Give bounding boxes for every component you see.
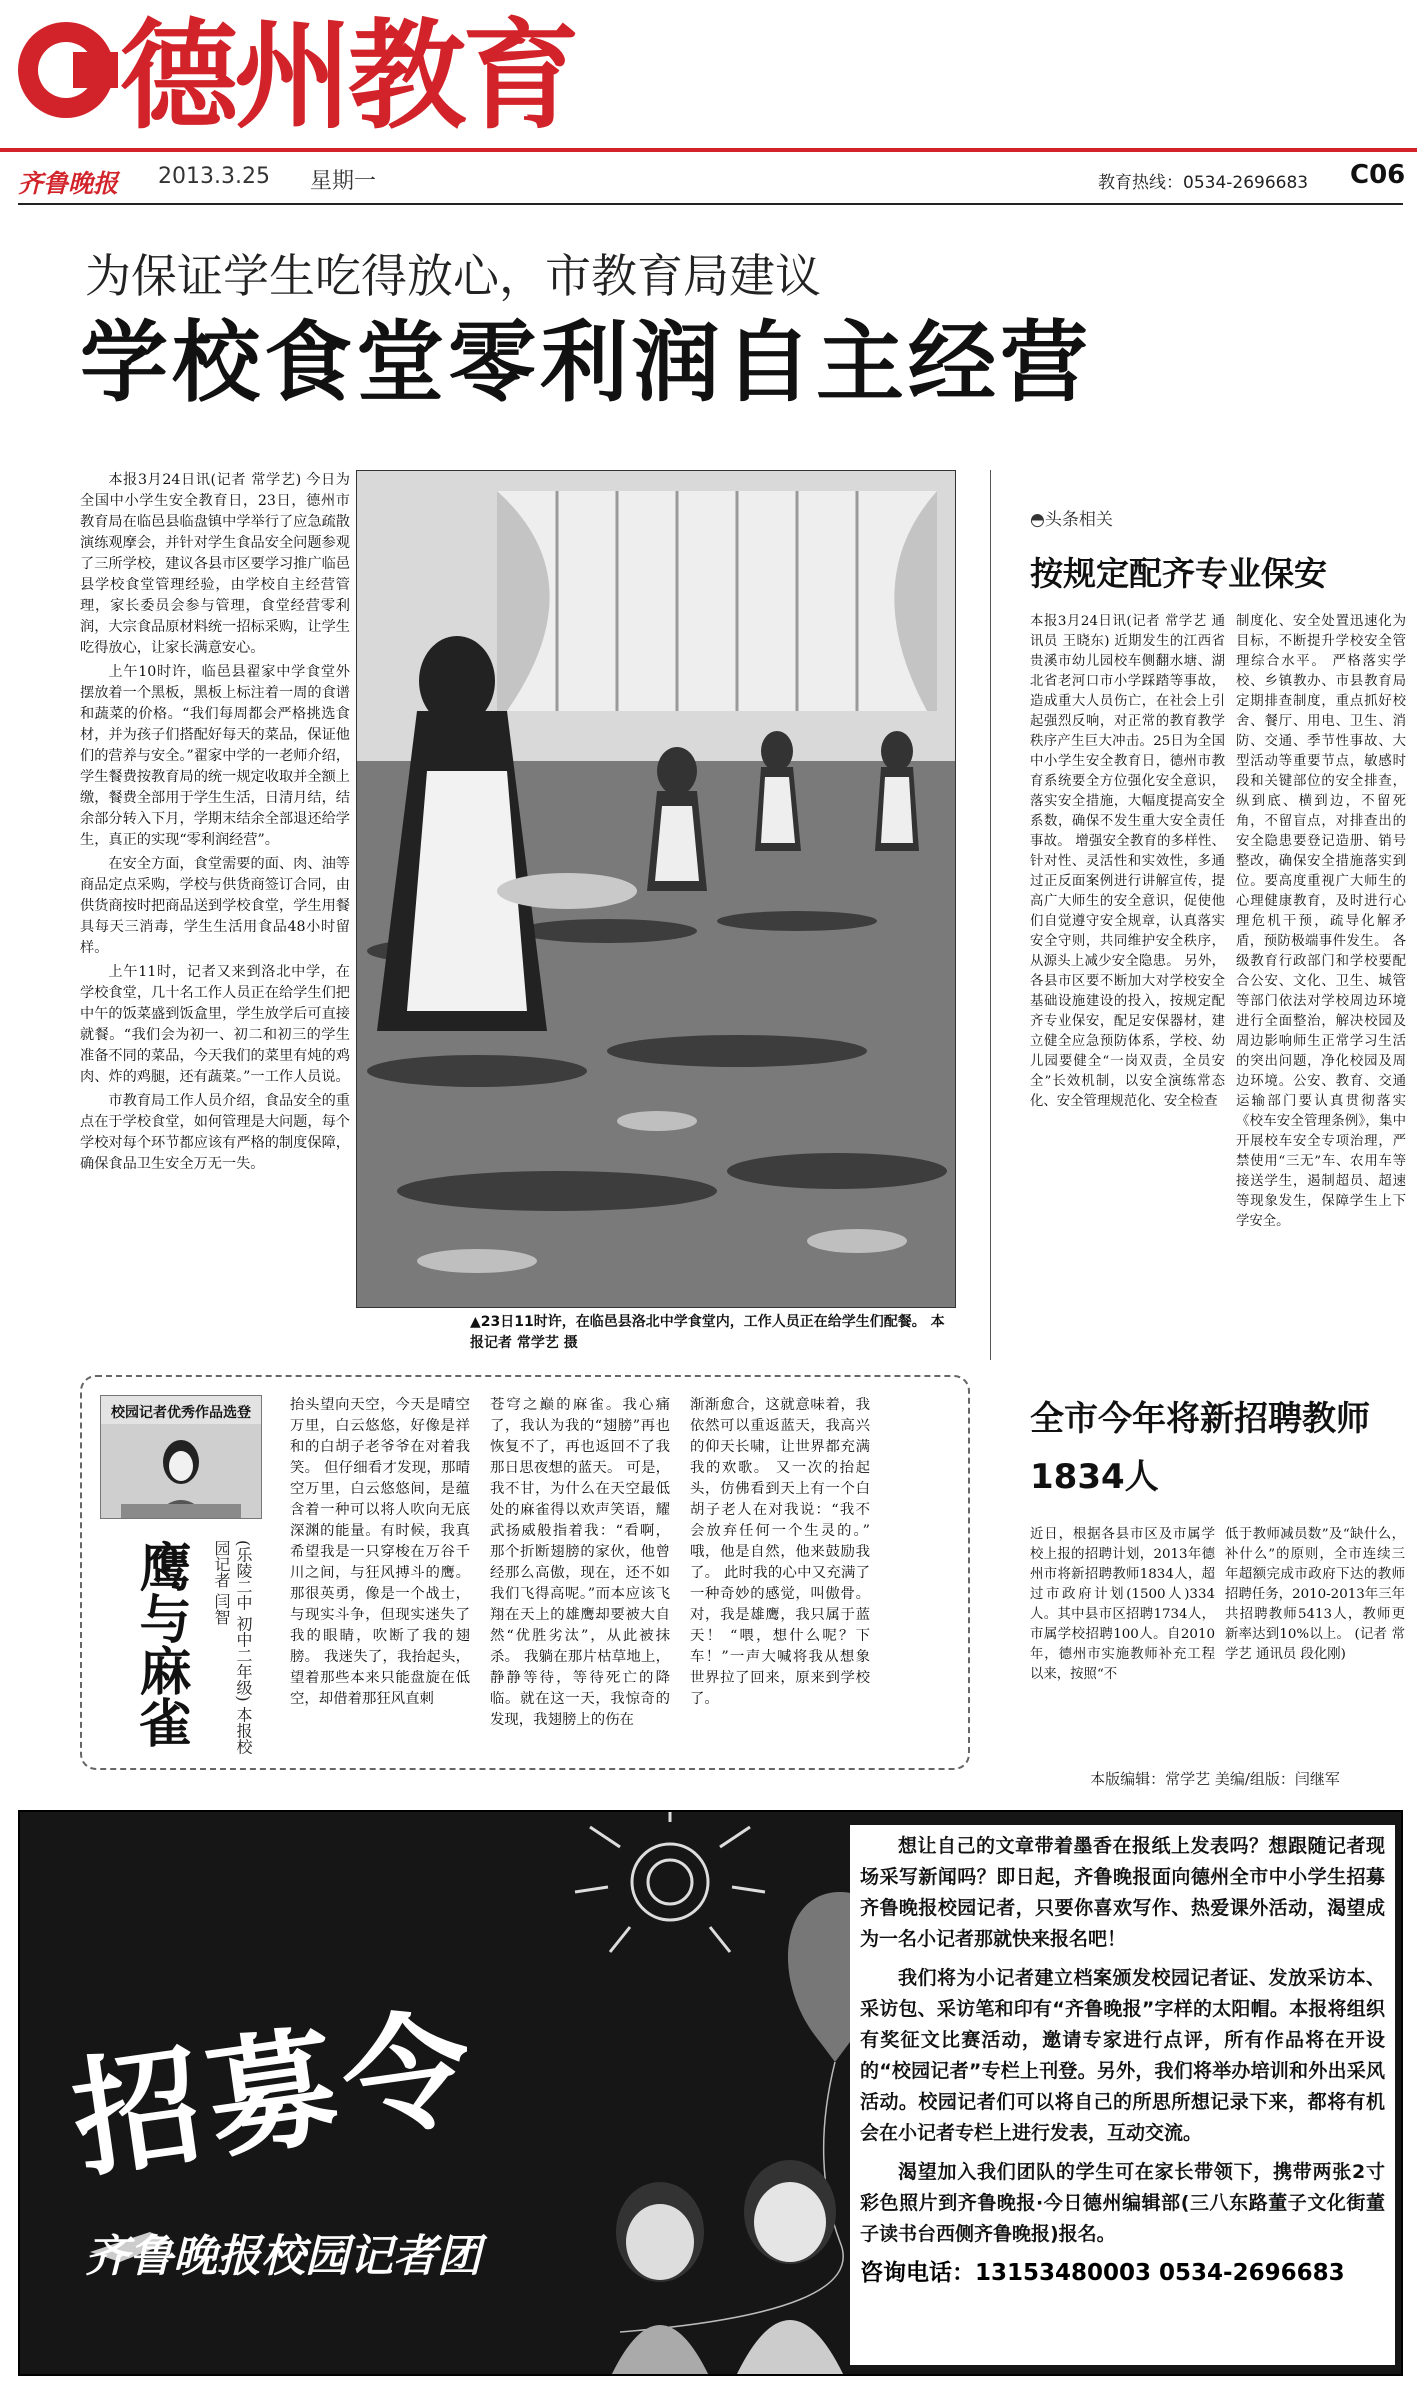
publication-date: 2013.3.25 — [158, 164, 270, 189]
page-number: C06 — [1350, 160, 1406, 190]
related-tag-icon: ◓ — [1030, 510, 1045, 530]
ad-text — [850, 1825, 1395, 2365]
lead-paragraph: 上午11时，记者又来到洛北中学，在学校食堂，几十名工作人员正在给学生们把中午的饭菜盛到饭盒里，学生放学后可直接就餐。“我们会为初一、初二和初三的学生准备不同的菜品，今天我们的菜里有炖的鸡肉、炸的鸡腿，还有蔬菜。”一工作人员说。 — [80, 964, 350, 1085]
column-divider — [990, 470, 991, 1360]
essay-byline: (乐陵二中 初中二年级) 本报校园记者 闫智 — [212, 1540, 253, 1755]
header-rule — [0, 148, 1417, 152]
section-title: 德州教育 — [120, 7, 577, 145]
essay-column: 苍穹之巅的麻雀。我心痛了，我认为我的“翅膀”再也恢复不了，再也返回不了我那日思夜想的蓝天。 可是，我不甘，为什么在天空最低处的麻雀得以欢声笑语，耀武扬威般指着我：“看啊，那个折断翅膀的家伙，他曾经那么高傲，现在，还不如我们飞得高呢。”而本应该飞翔在天上的雄鹰却要被大自然“优胜劣汰”，从此被抹杀。 我躺在那片枯草地上，静静等待，等待死亡的降临。就在这一天，我惊奇的发现，我翅膀上的伤在 — [490, 1397, 670, 1728]
lead-paragraph: 在安全方面，食堂需要的面、肉、油等商品定点采购，学校与供货商签订合同，由供货商按时把商品送到学校食堂，学生用餐具每天三消毒，学生生活用食品48小时留样。 — [80, 856, 350, 956]
ad-paragraph: 渴望加入我们团队的学生可在家长带领下，携带两张2寸彩色照片到齐鲁晚报·今日德州编辑部(三八东路董子文化街董子读书台西侧齐鲁晚报)报名。 — [860, 2161, 1385, 2245]
related-title: 按规定配齐专业保安 — [1030, 554, 1327, 593]
canteen-photo-image — [357, 471, 956, 1308]
headline-kicker: 为保证学生吃得放心，市教育局建议 — [85, 249, 821, 303]
essay-column: 抬头望向天空，今天是晴空万里，白云悠悠，好像是祥和的白胡子老爷爷在对着我笑。 但仔细看才发现，那晴空万里，白云悠悠间，是蕴含着一种可以将人吹向无底深渊的能量。有时候，我真希望我是一只穿梭在万谷千川之间，与狂风搏斗的鹰。那很英勇，像是一个战士，与现实斗争，但现实迷失了我的眼睛，吹断了我的翅膀。 我迷失了，我抬起头，望着那些本来只能盘旋在低空，却借着那狂风直刺 — [290, 1397, 470, 1707]
photo-caption: ▲23日11时许，在临邑县洛北中学食堂内，工作人员正在给学生们配餐。 本报记者 常学艺 摄 — [470, 1314, 945, 1351]
lead-paragraph: 本报3月24日讯(记者 常学艺) 今日为全国中小学生安全教育日，23日，德州市教育局在临邑县临盘镇中学举行了应急疏散演练观摩会，并针对学生食品安全问题参观了三所学校，建议各县市区要学习推广临邑县学校食堂管理经验，由学校自主经营管理，家长委员会参与管理，食堂经营零利润，大宗食品原材料统一招标采购，让学生吃得放心，让家长满意安心。 — [80, 472, 350, 656]
related-tag-label: 头条相关 — [1044, 510, 1113, 530]
ad-paragraph: 我们将为小记者建立档案颁发校园记者证、发放采访本、采访包、采访笔和印有“齐鲁晚报”字样的太阳帽。本报将组织有奖征文比赛活动，邀请专家进行点评，所有作品将在开设的“校园记者”专栏上刊登。另外，我们将举办培训和外出采风活动。校园记者们可以将自己的所思所想记录下来，都将有机会在小记者专栏上进行发表，互动交流。 — [860, 1967, 1385, 2144]
related-tag — [1030, 505, 1113, 530]
dateline — [18, 160, 1406, 200]
lead-paragraph: 上午10时许，临邑县翟家中学食堂外摆放着一个黑板，黑板上标注着一周的食谱和蔬菜的价格。“我们每周都会严格挑选食材，并为孩子们搭配好每天的菜品，保证他们的营养与安全。”翟家中学的一老师介绍，学生餐费按教育局的统一规定收取并全额上缴，餐费全部用于学生生活，日清月结，结余部分转入下月，学期末结余全部退还给学生，真正的实现“零利润经营”。 — [80, 664, 350, 848]
author-photo — [101, 1424, 261, 1519]
editor-credits: 本版编辑：常学艺 美编/组版：闫继军 — [1090, 1770, 1340, 1788]
dateline-rule — [18, 203, 1403, 205]
teacher-story-left: 近日，根据各县市区及市属学校上报的招聘计划，2013年德州市将新招聘教师1834人，超过市政府计划(1500人)334人。其中县市区招聘1734人，市属学校招聘100人。自2010年，德州市实施教师补充工程以来，按照“不 — [1030, 1527, 1215, 1682]
teacher-story-right: 低于教师减员数”及“缺什么，补什么”的原则，全市连续三年超额完成市政府下达的教师招聘任务，2010-2013年三年共招聘教师5413人，教师更新率达到10%以上。 (记者 常学艺 通讯员 段化刚) — [1225, 1527, 1405, 1662]
lead-paragraph: 市教育局工作人员介绍，食品安全的重点在于学校食堂，如何管理是大问题，每个学校对每个环节都应该有严格的制度保障，确保食品卫生安全万无一失。 — [80, 1093, 350, 1172]
ad-paragraph: 想让自己的文章带着墨香在报纸上发表吗？想跟随记者现场采写新闻吗？即日起，齐鲁晚报面向德州全市中小学生招募齐鲁晚报校园记者，只要你喜欢写作、热爱课外活动，渴望成为一名小记者那就快来报名吧！ — [860, 1835, 1385, 1950]
weekday: 星期一 — [310, 169, 377, 194]
lead-story — [80, 470, 350, 1360]
essay-badge-label: 校园记者优秀作品选登 — [111, 1405, 251, 1421]
essay-column: 渐渐愈合，这就意味着，我依然可以重返蓝天，我高兴的仰天长啸，让世界都充满我的欢歌。 又一次的抬起头，仿佛看到天上有一个白胡子老人在对我说：“我不会放弃任何一个生灵的。” 哦，他是自然，他来鼓励我了。 此时我的心中又充满了一种奇妙的感觉，叫傲骨。对，我是雄鹰，我只属于蓝天！ “喂，想什么呢？下车！”一声大喊将我从想象世界拉了回来，原来到学校了。 — [690, 1397, 870, 1707]
ad-title: 招募令 — [63, 1990, 489, 2197]
ad-phone: 咨询电话：13153480003 0534-2696683 — [860, 2260, 1345, 2286]
paper-name: 齐鲁晚报 — [18, 169, 119, 198]
ad-subtitle: 齐鲁晚报校园记者团 — [85, 2231, 481, 2282]
hotline: 教育热线：0534-2696683 — [1098, 173, 1309, 193]
related-body-right: 制度化、安全处置迅速化为目标，不断提升学校安全管理综合水平。 严格落实学校、乡镇教办、市县教育局定期排查制度，重点抓好校舍、餐厅、用电、卫生、消防、交通、季节性事故、大型活动等重要节点，敏感时段和关键部位的安全排查，纵到底、横到边，不留死角，不留盲点，对排查出的安全隐患要登记造册、销号整改，确保安全措施落实到位。要高度重视广大师生的心理健康教育，及时进行心理危机干预，疏导化解矛盾，预防极端事件发生。 各级教育行政部门和学校要配合公安、文化、卫生、城管等部门依法对学校周边环境进行全面整治，解决校园及周边影响师生正常学习生活的突出问题，净化校园及周边环境。公安、教育、交通运输部门要认真贯彻落实《校车安全管理条例》，集中开展校车安全专项治理，严禁使用“三无”车、农用车等接送学生，遏制超员、超速等现象发生，保障学生上下学安全。 — [1236, 614, 1406, 1229]
essay-title: 鹰与麻雀 — [130, 1540, 190, 1748]
headline: 学校食堂零利润自主经营 — [80, 311, 1093, 414]
teacher-recruitment-title: 全市今年将新招聘教师1834人 — [1030, 1399, 1370, 1497]
related-body-left: 本报3月24日讯(记者 常学艺 通讯员 王晓东) 近期发生的江西省贵溪市幼儿园校车侧翻水塘、湖北省老河口市小学踩踏等事故，造成重大人员伤亡，在社会上引起强烈反响，对正常的教育教学秩序产生巨大冲击。25日为全国中小学生安全教育日，德州市教育系统要全方位强化安全意识，落实安全措施，大幅度提高安全系数，确保不发生重大安全责任事故。 增强安全教育的多样性、针对性、灵活性和实效性，多通过正反面案例进行讲解宣传，提高广大师生的安全意识，促使他们自觉遵守安全规章，认真落实安全守则，共同维护安全秩序，从源头上减少安全隐患。 另外，各县市区要不断加大对学校安全基础设施建设的投入，按规定配齐专业保安，配足安保器材，建立健全应急预防体系，学校、幼儿园要健全“一岗双责，全员安全”长效机制，以安全演练常态化、安全管理规范化、安全检查 — [1030, 614, 1225, 1109]
masthead — [0, 0, 1417, 150]
canteen-photo — [356, 470, 956, 1308]
essay-badge — [100, 1395, 262, 1519]
section-logo-icon — [18, 22, 114, 118]
